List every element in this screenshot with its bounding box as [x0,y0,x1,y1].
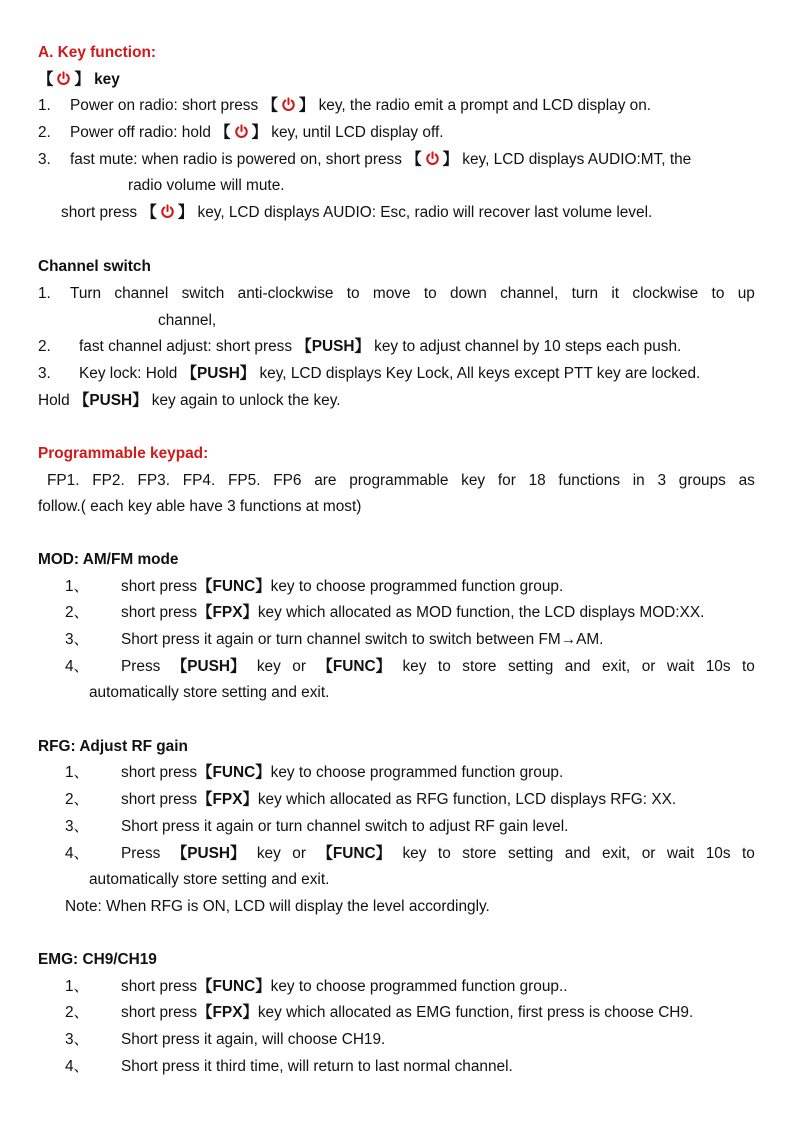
cs-item-2-number: 2. [38,338,51,355]
word: key [256,845,281,862]
word: to [742,658,755,675]
word: wait [666,845,695,862]
word: to [711,285,725,302]
word: to [742,845,755,862]
mod-item-4-continuation: automatically store setting and exit. [89,684,330,701]
emg-item-1-text-a: short press [121,978,198,995]
rfg-item-1-number: 1、 [65,764,89,781]
word: 10s [705,845,731,862]
word: store [462,658,497,675]
word: down [449,285,487,302]
word: FP5. [228,472,261,489]
kf-item-3: fast mute: when radio is powered on, short press 【 】 key, LCD displays AUDIO:MT, the [70,151,692,168]
emg-item-2 [121,1003,693,1023]
mod-item-1-text-b: key to choose programmed function group. [270,578,564,595]
kf-item-1-text-b: key, the radio emit a prompt and LCD display on. [318,97,652,114]
cs-item-2-text-a: fast channel adjust: short press [79,338,293,355]
rfg-item-4-number: 4、 [65,845,89,862]
rfg-item-1-text-b: key to choose programmed function group. [270,764,564,781]
bracket-open: 【 [38,71,54,88]
emg-item-1-number: 1、 [65,978,89,995]
word: or [292,845,306,862]
emg-item-3: Short press it again, will choose CH19. [121,1031,386,1048]
emg-item-2-text-a: short press [121,1004,198,1021]
word: 【PUSH】 [171,658,246,675]
word: wait [666,658,695,675]
cs-item-3-text-b: key, LCD displays Key Lock, All keys except PTT key are locked. [259,365,701,382]
rfg-note: Note: When RFG is ON, LCD will display the level accordingly. [65,898,490,915]
cs-item-4-text-b: key again to unlock the key. [151,392,341,409]
word: Press [121,658,161,675]
emg-item-1 [121,977,568,997]
mod-item-4 [121,657,755,677]
push-key-label: 【PUSH】 [73,392,148,409]
word: are [314,472,337,489]
key-word: key [94,71,120,88]
word: to [423,285,437,302]
rfg-item-2-text-b: key which allocated as RFG function, LCD displays RFG: XX. [257,791,677,808]
mod-item-4-number: 4、 [65,658,89,675]
word: 【FUNC】 [317,658,391,675]
word: or [641,845,656,862]
word: up [737,285,755,302]
word: anti-clockwise [237,285,334,302]
kf-item-1: Power on radio: short press 【 】 key, the radio emit a prompt and LCD display on. [70,97,652,114]
cs-item-1 [70,284,755,304]
power-icon [234,124,249,139]
rfg-item-2-text-a: short press [121,791,198,808]
cs-item-3-number: 3. [38,365,51,382]
word: store [462,845,497,862]
word: to [437,845,451,862]
cs-item-3 [79,364,700,384]
push-key-label: 【PUSH】 [181,365,256,382]
word: functions [558,472,621,489]
word: it [611,285,620,302]
word: or [292,658,306,675]
mod-item-1-number: 1、 [65,578,89,595]
word: to [346,285,360,302]
bracket-close: 】 [74,71,90,88]
word: switch [181,285,225,302]
word: exit, [601,845,631,862]
kf-item-4-text-b: key, LCD displays AUDIO: Esc, radio will recover last volume level. [197,204,653,221]
section-heading-rfg: RFG: Adjust RF gain [38,738,188,755]
pk-intro [47,471,755,491]
word: and [564,845,591,862]
cs-item-3-text-a: Key lock: Hold [79,365,178,382]
cs-item-4-text-a: Hold [38,392,70,409]
word: 【PUSH】 [171,845,246,862]
word: FP1. [47,472,80,489]
word: FP6 [273,472,302,489]
word: setting [507,845,554,862]
rfg-item-3: Short press it again or turn channel switch to adjust RF gain level. [121,818,569,835]
word: 3 [657,472,667,489]
word: to [437,658,451,675]
emg-item-1-text-b: key to choose programmed function group.. [270,978,568,995]
kf-item-2-number: 2. [38,124,51,141]
emg-item-3-number: 3、 [65,1031,89,1048]
mod-item-2-text-b: key which allocated as MOD function, the LCD displays MOD:XX. [257,604,705,621]
word: and [564,658,591,675]
word: key [256,658,281,675]
kf-item-4: short press 【 】 key, LCD displays AUDIO: Esc, radio will recover last volume level. [61,204,653,221]
word: FP4. [182,472,216,489]
kf-item-2-text-b: key, until LCD display off. [271,124,444,141]
power-key-title [38,70,120,90]
rfg-item-4 [121,844,755,864]
word: in [632,472,645,489]
emg-item-2-text-b: key which allocated as EMG function, first press is choose CH9. [257,1004,694,1021]
word: 18 [528,472,546,489]
cs-item-2-text-b: key to adjust channel by 10 steps each push. [374,338,682,355]
word: setting [507,658,554,675]
mod-item-2 [121,603,704,623]
section-heading-channel-switch: Channel switch [38,258,151,275]
section-heading-programmable-keypad: Programmable keypad: [38,445,209,462]
emg-item-4: Short press it third time, will return to last normal channel. [121,1058,513,1075]
section-heading-key-function: A. Key function: [38,44,156,61]
section-heading-mod: MOD: AM/FM mode [38,551,179,568]
word: for [497,472,516,489]
word: exit, [601,658,631,675]
fpx-key-label: 【FPX】 [197,604,258,621]
kf-item-4-text-a: short press [61,204,138,221]
cs-item-2 [79,337,681,357]
power-icon [160,204,175,219]
word: Turn [70,285,102,302]
rfg-item-2 [121,790,676,810]
kf-item-1-text-a: Power on radio: short press [70,97,259,114]
mod-item-2-number: 2、 [65,604,89,621]
func-key-label: 【FUNC】 [197,978,271,995]
rfg-item-3-number: 3、 [65,818,89,835]
kf-item-3-text-a: fast mute: when radio is powered on, short press [70,151,402,168]
word: 10s [705,658,731,675]
fpx-key-label: 【FPX】 [197,1004,258,1021]
mod-item-1-text-a: short press [121,578,198,595]
rfg-item-2-number: 2、 [65,791,89,808]
power-icon [56,71,71,86]
cs-item-1-number: 1. [38,285,51,302]
cs-item-1-continuation: channel, [158,312,217,329]
kf-item-3-number: 3. [38,151,51,168]
section-heading-emg: EMG: CH9/CH19 [38,951,157,968]
mod-item-3: Short press it again or turn channel switch to switch between FM→AM. [121,631,604,648]
mod-item-2-text-a: short press [121,604,198,621]
power-icon [425,151,440,166]
word: 【FUNC】 [317,845,391,862]
word: programmable [349,472,449,489]
word: FP3. [137,472,171,489]
word: as [738,472,755,489]
cs-item-4 [38,391,341,411]
word: channel [114,285,169,302]
word: Press [121,845,161,862]
pk-intro-continuation: follow.( each key able have 3 functions at most) [38,498,362,515]
mod-item-3-number: 3、 [65,631,89,648]
word: move [372,285,411,302]
rfg-item-1 [121,763,563,783]
kf-item-3-text-b: key, LCD displays AUDIO:MT, the [462,151,692,168]
word: key [461,472,486,489]
rfg-item-4-continuation: automatically store setting and exit. [89,871,330,888]
emg-item-4-number: 4、 [65,1058,89,1075]
mod-item-1 [121,577,563,597]
word: FP2. [92,472,125,489]
word: channel, [500,285,559,302]
fpx-key-label: 【FPX】 [197,791,258,808]
word: groups [678,472,726,489]
word: clockwise [632,285,699,302]
emg-item-2-number: 2、 [65,1004,89,1021]
word: turn [571,285,599,302]
power-icon [281,97,296,112]
push-key-label: 【PUSH】 [296,338,370,355]
kf-item-1-number: 1. [38,97,51,114]
word: key [402,658,427,675]
func-key-label: 【FUNC】 [197,578,271,595]
kf-item-3-continuation: radio volume will mute. [128,177,285,194]
word: or [641,658,656,675]
func-key-label: 【FUNC】 [197,764,271,781]
rfg-item-1-text-a: short press [121,764,198,781]
word: key [402,845,427,862]
kf-item-2: Power off radio: hold 【 】 key, until LCD display off. [70,124,444,141]
kf-item-2-text-a: Power off radio: hold [70,124,211,141]
